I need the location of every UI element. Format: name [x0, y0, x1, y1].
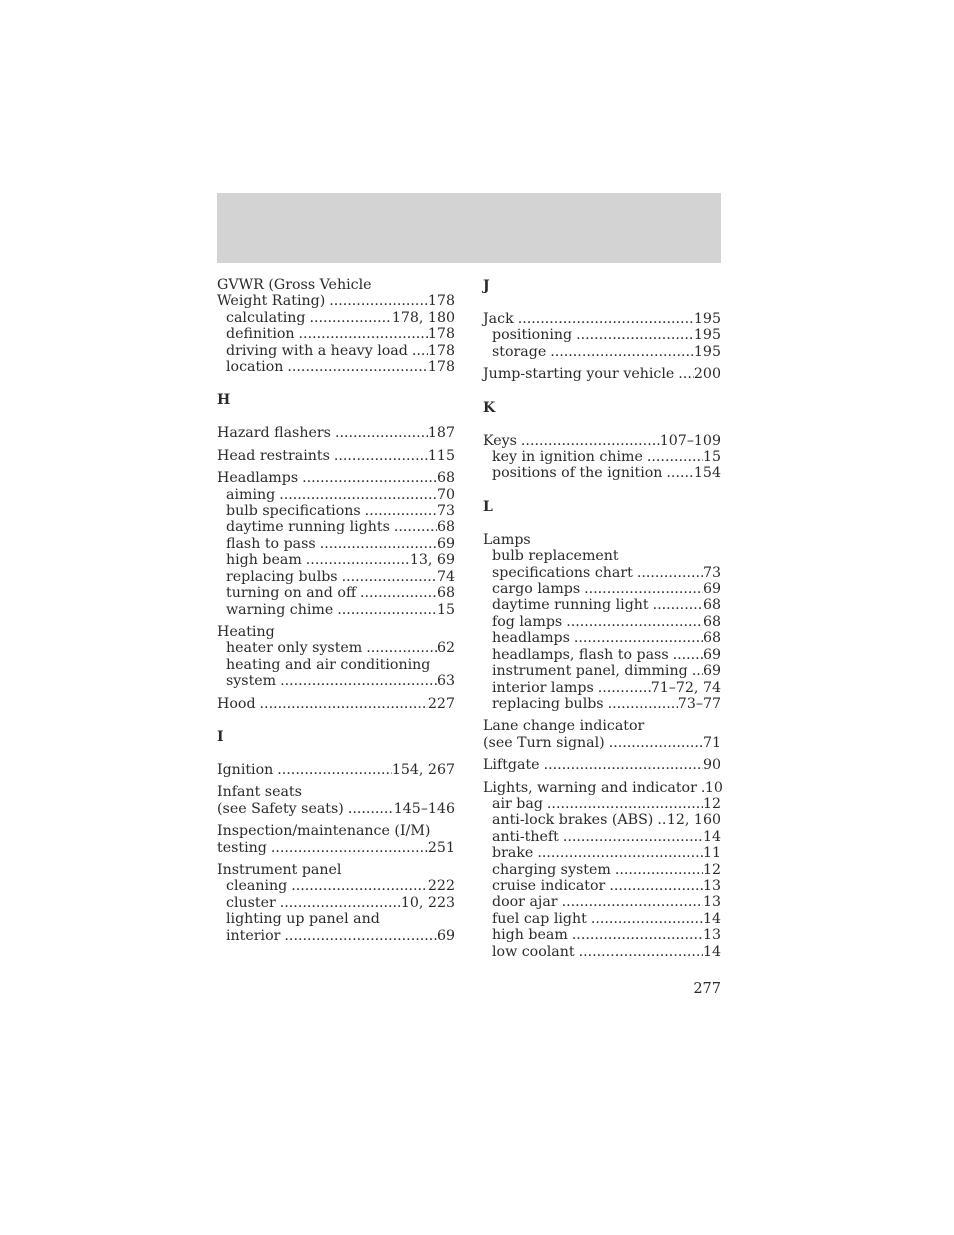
- index-subentry: [217, 878, 455, 894]
- index-subentry: [217, 673, 455, 689]
- index-entry: [483, 780, 721, 796]
- index-subentry: [483, 680, 721, 696]
- dot-leader: [609, 878, 703, 894]
- header-band: [217, 193, 721, 263]
- entry-label: Infant seats: [217, 784, 302, 801]
- entry-label: Lamps: [483, 531, 531, 548]
- index-entry: [217, 470, 455, 486]
- index-entry: [217, 277, 455, 293]
- page-reference: 68: [436, 519, 455, 536]
- entry-label: charging system: [492, 861, 611, 878]
- page-reference: 15: [436, 601, 455, 618]
- dot-leader: [360, 585, 437, 601]
- page-reference: 107–109: [659, 432, 721, 449]
- entry-label: definition: [226, 326, 295, 343]
- dot-leader: [366, 640, 437, 656]
- index-entry: [483, 718, 721, 734]
- entry-label: air bag: [492, 795, 543, 812]
- entry-label: Weight Rating): [217, 293, 326, 310]
- entry-label: Liftgate: [483, 757, 540, 774]
- entry-label: fuel cap light: [492, 910, 587, 927]
- dot-leader: [547, 796, 703, 812]
- dot-leader: [365, 503, 437, 519]
- page-reference: 71–72, 74: [650, 679, 721, 696]
- entry-label: heater only system: [226, 640, 363, 657]
- page-reference: 10, 223: [400, 894, 455, 911]
- dot-leader: [544, 757, 703, 773]
- index-entry: [217, 293, 455, 309]
- entry-label: Headlamps: [217, 470, 299, 487]
- entry-label: positioning: [492, 327, 573, 344]
- page-reference: 195: [693, 311, 721, 327]
- entry-label: key in ignition chime: [492, 449, 643, 466]
- page-reference: 68: [436, 470, 455, 487]
- dot-leader: [309, 310, 391, 326]
- entry-label: lighting up panel and: [226, 911, 380, 928]
- index-subentry: [483, 548, 721, 564]
- page-reference: 70: [436, 486, 455, 503]
- index-subentry: [483, 327, 721, 343]
- index-subentry: [483, 927, 721, 943]
- entry-label: Ignition: [217, 761, 274, 778]
- entry-label: headlamps, flash to pass: [492, 646, 669, 663]
- index-subentry: [217, 536, 455, 552]
- dot-leader: [537, 845, 703, 861]
- page-reference: 73–77: [677, 695, 721, 712]
- page-reference: 187: [427, 425, 455, 442]
- index-subentry: [483, 696, 721, 712]
- entry-label: cruise indicator: [492, 877, 606, 894]
- index-subentry: [217, 343, 455, 359]
- entry-label: Jump-starting your vehicle: [483, 366, 675, 383]
- index-entry: [483, 757, 721, 773]
- index-subentry: [483, 812, 721, 828]
- page-reference: 154, 267: [391, 761, 455, 778]
- page-reference: 178: [427, 293, 455, 310]
- entry-label: positions of the ignition: [492, 465, 663, 482]
- index-entry: [217, 784, 455, 800]
- page-reference: 178: [427, 359, 455, 376]
- entry-label: location: [226, 359, 284, 376]
- page-reference: 12, 160: [666, 812, 721, 829]
- index-subentry: [217, 487, 455, 503]
- entry-label: heating and air conditioning: [226, 656, 431, 673]
- section-gap: [483, 383, 721, 399]
- entry-label: Lights, warning and indicator: [483, 779, 697, 796]
- dot-leader: [574, 630, 703, 646]
- section-gap: [217, 375, 455, 391]
- page-reference: 13, 69: [409, 552, 455, 569]
- dot-leader: [518, 311, 694, 327]
- page-reference: 71: [702, 734, 721, 751]
- index-subentry: [483, 581, 721, 597]
- page-reference: 145–146: [393, 800, 455, 817]
- section-letter: J: [483, 278, 490, 294]
- index-subentry: [217, 911, 455, 927]
- page-reference: 13: [702, 927, 721, 944]
- index-entry: [483, 532, 721, 548]
- page-reference: 68: [702, 613, 721, 630]
- dot-leader: [657, 812, 667, 828]
- entry-label: anti-theft: [492, 828, 559, 845]
- page-reference: 178, 180: [391, 309, 455, 326]
- entry-label: headlamps: [492, 630, 570, 647]
- entry-label: daytime running lights: [226, 519, 390, 536]
- entry-label: brake: [492, 845, 534, 862]
- dot-leader: [591, 911, 703, 927]
- page-reference: 10: [704, 779, 723, 796]
- dot-leader: [271, 840, 428, 856]
- entry-label: bulb replacement: [492, 548, 619, 565]
- entry-label: instrument panel, dimming: [492, 663, 688, 680]
- index-entry: [483, 735, 721, 751]
- page-reference: 62: [436, 640, 455, 657]
- page-reference: 12: [702, 795, 721, 812]
- dot-leader: [334, 448, 428, 464]
- entry-label: Jack: [483, 311, 514, 327]
- index-entry: [217, 425, 455, 441]
- dot-leader: [653, 597, 703, 613]
- page-reference: 69: [702, 663, 721, 680]
- entry-label: aiming: [226, 486, 276, 503]
- index-entry: [217, 840, 455, 856]
- page-reference: 195: [693, 327, 721, 344]
- index-subentry: [483, 796, 721, 812]
- entry-label: low coolant: [492, 943, 575, 960]
- section-letter: H: [217, 392, 231, 409]
- dot-leader: [598, 680, 651, 696]
- page-reference: 14: [702, 828, 721, 845]
- dot-leader: [342, 569, 437, 585]
- page-reference: 69: [436, 535, 455, 552]
- page-reference: 90: [702, 757, 721, 774]
- index-subentry: [483, 647, 721, 663]
- dot-leader: [566, 614, 703, 630]
- index-subentry: [217, 657, 455, 673]
- entry-label: replacing bulbs: [492, 695, 604, 712]
- entry-label: calculating: [226, 309, 306, 326]
- dot-leader: [302, 470, 437, 486]
- index-entry: [217, 624, 455, 640]
- entry-label: interior: [226, 927, 281, 944]
- dot-leader: [576, 327, 694, 343]
- page-reference: 69: [702, 646, 721, 663]
- entry-label: testing: [217, 839, 267, 856]
- dot-leader: [550, 344, 694, 360]
- page-reference: 115: [427, 447, 455, 464]
- index-subentry: [483, 597, 721, 613]
- dot-leader: [279, 487, 437, 503]
- index-entry: [483, 311, 721, 327]
- index-subentry: [483, 911, 721, 927]
- entry-label: door ajar: [492, 894, 558, 911]
- section-letter: I: [217, 728, 224, 745]
- section-letter: K: [483, 399, 496, 416]
- page-reference: 74: [436, 568, 455, 585]
- index-subentry: [217, 602, 455, 618]
- entry-label: (see Turn signal): [483, 734, 605, 751]
- page-reference: 12: [702, 861, 721, 878]
- page-reference: 251: [427, 839, 455, 856]
- dot-leader: [579, 944, 703, 960]
- page-reference: 15: [702, 449, 721, 466]
- dot-leader: [348, 801, 394, 817]
- page-reference: 227: [427, 695, 455, 712]
- index-subentry: [483, 344, 721, 360]
- dot-leader: [284, 928, 437, 944]
- index-column-right: [483, 277, 721, 960]
- entry-label: cleaning: [226, 878, 288, 895]
- page-reference: 178: [427, 342, 455, 359]
- index-subentry: [217, 310, 455, 326]
- dot-leader: [562, 894, 703, 910]
- index-subentry: [217, 359, 455, 375]
- section-gap: [217, 712, 455, 728]
- entry-label: Lane change indicator: [483, 718, 645, 735]
- entry-label: flash to pass: [226, 535, 316, 552]
- index-entry: [483, 366, 721, 382]
- index-subentry: [217, 585, 455, 601]
- entry-label: replacing bulbs: [226, 568, 338, 585]
- page-reference: 14: [702, 943, 721, 960]
- page-reference: 195: [693, 343, 721, 360]
- entry-label: system: [226, 673, 277, 690]
- entry-label: specifications chart: [492, 564, 633, 581]
- page-reference: 68: [702, 630, 721, 647]
- entry-label: high beam: [492, 927, 568, 944]
- dot-leader: [299, 326, 428, 342]
- dot-leader: [287, 359, 428, 375]
- page-reference: 13: [702, 877, 721, 894]
- page-reference: 154: [693, 465, 721, 482]
- entry-label: GVWR (Gross Vehicle: [217, 277, 372, 293]
- index-subentry: [217, 326, 455, 342]
- index-subentry: [483, 449, 721, 465]
- entry-label: fog lamps: [492, 613, 563, 630]
- dot-leader: [666, 465, 693, 481]
- dot-leader: [394, 519, 437, 535]
- entry-label: turning on and off: [226, 585, 357, 602]
- index-subentry: [483, 630, 721, 646]
- entry-label: (see Safety seats): [217, 800, 344, 817]
- entry-label: cargo lamps: [492, 581, 581, 598]
- entry-label: driving with a heavy load: [226, 342, 408, 359]
- dot-leader: [291, 878, 428, 894]
- entry-label: Heating: [217, 623, 275, 640]
- page-reference: 63: [436, 673, 455, 690]
- dot-leader: [277, 762, 392, 778]
- page-number: 277: [693, 981, 721, 997]
- page-reference: 69: [436, 927, 455, 944]
- index-subentry: [483, 465, 721, 481]
- index-subentry: [483, 829, 721, 845]
- dot-leader: [692, 663, 703, 679]
- dot-leader: [608, 696, 678, 712]
- dot-leader: [306, 552, 410, 568]
- page-reference: 73: [436, 503, 455, 520]
- page-reference: 178: [427, 326, 455, 343]
- dot-leader: [673, 647, 703, 663]
- entry-label: daytime running light: [492, 597, 649, 614]
- dot-leader: [678, 366, 694, 382]
- page-reference: 68: [702, 597, 721, 614]
- index-subentry: [483, 614, 721, 630]
- index-subentry: [217, 928, 455, 944]
- index-subentry: [217, 569, 455, 585]
- dot-leader: [521, 433, 660, 449]
- entry-label: cluster: [226, 894, 276, 911]
- index-subentry: [483, 894, 721, 910]
- dot-leader: [412, 343, 428, 359]
- index-entry: [217, 862, 455, 878]
- index-subentry: [483, 862, 721, 878]
- page-reference: 222: [427, 878, 455, 895]
- index-subentry: [217, 519, 455, 535]
- dot-leader: [637, 565, 703, 581]
- dot-leader: [280, 895, 401, 911]
- index-entry: [217, 762, 455, 778]
- index-subentry: [483, 845, 721, 861]
- index-subentry: [217, 552, 455, 568]
- entry-label: storage: [492, 343, 547, 360]
- entry-label: interior lamps: [492, 679, 594, 696]
- dot-leader: [584, 581, 703, 597]
- index-subentry: [217, 640, 455, 656]
- page-reference: 68: [436, 585, 455, 602]
- entry-label: Instrument panel: [217, 861, 342, 878]
- dot-leader: [609, 735, 703, 751]
- dot-leader: [335, 425, 428, 441]
- dot-leader: [615, 862, 703, 878]
- entry-label: anti-lock brakes (ABS): [492, 812, 654, 829]
- index-subentry: [483, 944, 721, 960]
- index-entry: [217, 696, 455, 712]
- entry-label: high beam: [226, 552, 302, 569]
- dot-leader: [280, 673, 437, 689]
- dot-leader: [647, 449, 703, 465]
- entry-label: Hood: [217, 695, 256, 712]
- page-reference: 14: [702, 910, 721, 927]
- index-subentry: [483, 878, 721, 894]
- entry-label: warning chime: [226, 601, 334, 618]
- page-reference: 200: [693, 366, 721, 383]
- entry-label: Head restraints: [217, 447, 330, 464]
- dot-leader: [572, 927, 703, 943]
- index-subentry: [217, 503, 455, 519]
- page-reference: 11: [702, 845, 721, 862]
- index-entry: [217, 801, 455, 817]
- index-subentry: [217, 895, 455, 911]
- dot-leader: [563, 829, 703, 845]
- page-reference: 69: [702, 581, 721, 598]
- index-subentry: [483, 565, 721, 581]
- index-entry: [217, 823, 455, 839]
- section-letter: L: [483, 498, 493, 515]
- dot-leader: [320, 536, 437, 552]
- entry-label: Keys: [483, 432, 517, 449]
- dot-leader: [260, 696, 428, 712]
- index-entry: [217, 448, 455, 464]
- page-reference: 73: [702, 564, 721, 581]
- entry-label: Inspection/maintenance (I/M): [217, 823, 431, 840]
- dot-leader: [329, 293, 428, 309]
- entry-label: bulb specifications: [226, 503, 361, 520]
- page-reference: 13: [702, 894, 721, 911]
- index-entry: [483, 433, 721, 449]
- entry-label: Hazard flashers: [217, 425, 331, 442]
- index-column-left: [217, 277, 455, 944]
- section-gap: [483, 482, 721, 498]
- dot-leader: [337, 602, 437, 618]
- index-subentry: [483, 663, 721, 679]
